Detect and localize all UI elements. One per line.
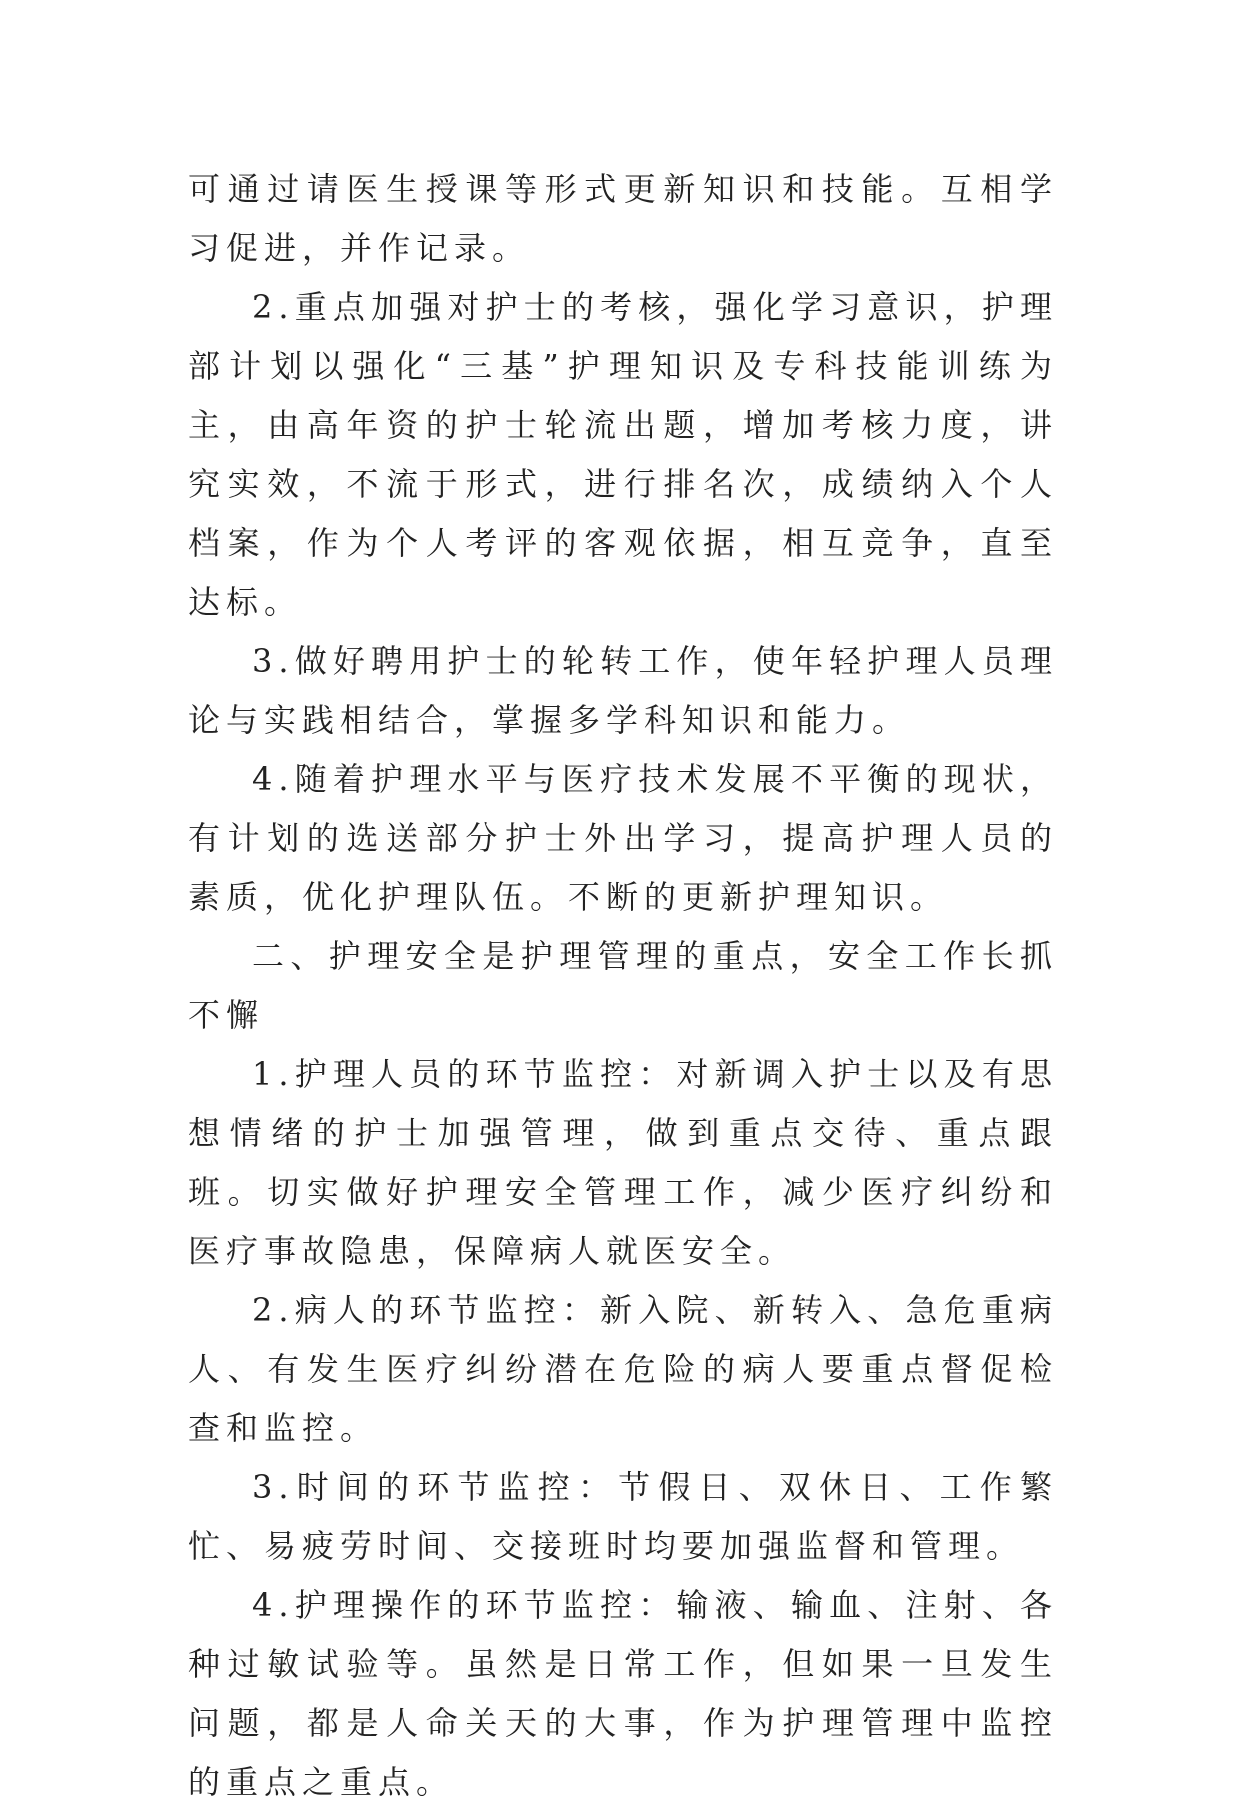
document-body (188, 160, 1058, 1812)
paragraph-2: 2.重点加强对护士的考核，强化学习意识，护理部计划以强化“三基”护理知识及专科技能训练为主，由高年资的护士轮流出题，增加考核力度，讲究实效，不流于形式，进行排名次，成绩纳入个人档案，作为个人考评的客观依据，相互竞争，直至达标。 (188, 288, 1058, 621)
paragraph-3: 3.做好聘用护士的轮转工作，使年轻护理人员理论与实践相结合，掌握多学科知识和能力。 (188, 642, 1058, 739)
paragraph-1: 可通过请医生授课等形式更新知识和技能。互相学习促进，并作记录。 (188, 170, 1058, 267)
paragraph-7: 3.时间的环节监控：节假日、双休日、工作繁忙、易疲劳时间、交接班时均要加强监督和管理。 (188, 1468, 1058, 1565)
paragraph-4: 4.随着护理水平与医疗技术发展不平衡的现状，有计划的选送部分护士外出学习，提高护理人员的素质，优化护理队伍。不断的更新护理知识。 (188, 760, 1058, 916)
paragraph-6: 2.病人的环节监控：新入院、新转入、急危重病人、有发生医疗纠纷潜在危险的病人要重点督促检查和监控。 (188, 1291, 1058, 1447)
section-heading-2: 二、护理安全是护理管理的重点，安全工作长抓不懈 (188, 937, 1058, 1034)
paragraph-8: 4.护理操作的环节监控：输液、输血、注射、各种过敏试验等。虽然是日常工作，但如果一旦发生问题，都是人命关天的大事，作为护理管理中监控的重点之重点。 (188, 1586, 1058, 1801)
paragraph-5: 1.护理人员的环节监控：对新调入护士以及有思想情绪的护士加强管理，做到重点交待、重点跟班。切实做好护理安全管理工作，减少医疗纠纷和医疗事故隐患，保障病人就医安全。 (188, 1055, 1058, 1270)
